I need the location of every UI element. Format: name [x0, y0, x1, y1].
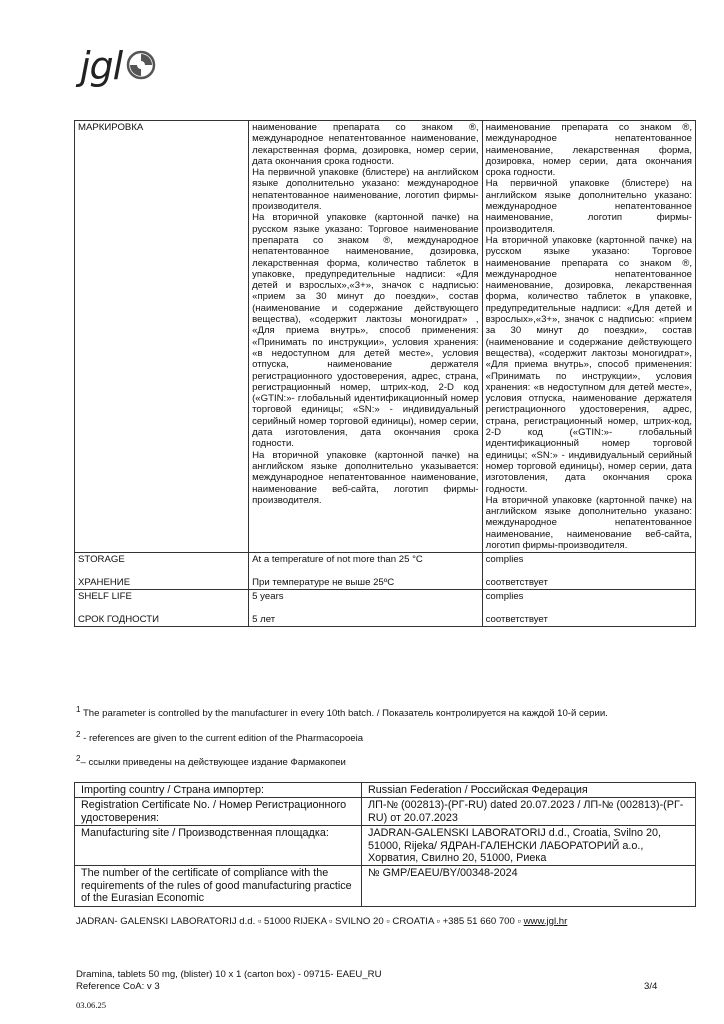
import-info-table [74, 782, 696, 907]
company-logo [80, 44, 156, 88]
info-row [75, 783, 696, 798]
storage-spec-en: At a temperature of not more than 25 °C [252, 554, 423, 566]
gmp-certificate-label: The number of the certificate of compliance with the requirements of the rules of good manufacturing practice of the Eurasian Economic [75, 866, 362, 906]
shelf-life-row [75, 590, 696, 627]
shelf-result-ru: соответствует [485, 613, 548, 625]
company-address [76, 916, 666, 927]
document-title: Dramina, tablets 50 mg, (blister) 10 x 1 (carton box) - 09715- EAEU_RU [76, 969, 382, 980]
info-row [75, 826, 696, 866]
registration-value: ЛП-№ (002813)-(РГ-RU) dated 20.07.2023 / ЛП-№ (002813)-(РГ-RU) от 20.07.2023 [362, 798, 696, 826]
registration-label: Registration Certificate No. / Номер Регистрационного удостоверения: [75, 798, 362, 826]
storage-result-ru: соответствует [485, 576, 548, 588]
gmp-certificate-value: № GMP/EAEU/BY/00348-2024 [362, 866, 696, 906]
marking-result-para: наименование препарата со знаком ®, международное непатентованное наименование, лекарственная форма, дозировка, номер серии, дата окончания срока годности. [485, 122, 692, 179]
storage-label-en: STORAGE [78, 554, 125, 566]
footnote-1: $^1$ The parameter is controlled by the manufacturer in every 10th batch. / Показатель контролируется на каждой 10-й серии. [76, 705, 608, 720]
page-number: 3/4 [644, 981, 658, 992]
marking-result-para: На вторичной упаковке (картонной пачке) на английском языке дополнительно указано: международное непатентованное наименование, наименование веб-сайта, логотип фирмы-производителя. [485, 494, 692, 551]
storage-spec-ru: При температуре не выше 25ºC [252, 576, 395, 588]
address-text: JADRAN- GALENSKI LABORATORIJ d.d. ▫ 51000 RIJEKA ▫ SVILNO 20 ▫ CROATIA ▫ +385 51 660 700 ▫ [76, 916, 524, 927]
shelf-label-ru: СРОК ГОДНОСТИ [78, 613, 159, 625]
importing-country-value: Russian Federation / Российская Федерация [362, 783, 696, 798]
marking-result-para: На первичной упаковке (блистере) на английском языке дополнительно указано: международное непатентованное наименование, логотип фирмы-производителя. [485, 178, 692, 235]
marking-result [482, 121, 695, 553]
footnote-3: $^2$– ссылки приведены на действующее издание Фармакопеи [76, 754, 346, 769]
storage-row [75, 553, 696, 590]
marking-spec-para: На первичной упаковке (блистере) на английском языке дополнительно указано: международное непатентованное наименование, логотип фирмы-производителя. [252, 167, 479, 213]
marking-label: МАРКИРОВКА [75, 121, 249, 553]
storage-label-ru: ХРАНЕНИЕ [78, 576, 131, 588]
logo-text: jgl [80, 44, 123, 88]
footnote-2: $^2$ - references are given to the current edition of the Pharmacopoeia [76, 730, 364, 745]
shelf-label-en: SHELF LIFE [78, 591, 132, 603]
manufacturing-site-label: Manufacturing site / Производственная площадка: [75, 826, 362, 866]
marking-result-para: На вторичной упаковке (картонной пачке) на русском языке указано: Торговое наименование препарата со знаком ®, международное непатентованное наименование, дозировка, лекарственная форма, количество таблеток в упаковке, предупредительные надписи: «Для детей и взрослых»,«3+», значок с надписью: «прием за 30 минут до поездки», состав (наименование и содержание действующего вещества), «содержит лактозы моногидрат», «Для приема внутрь», способ применения: «Принимать по инструкции», условия хранения: «в недоступном для детей месте», условия отпуска, наименование держателя регистрационного удостоверения, адрес, страна, регистрационный номер, штрих-код, 2-D код («GTIN:»- глобальный идентификационный номер торговой единицы; «SN:» - индивидуальный серийный номер торговой единицы), номер серии, дата изготовления, дата окончания срока годности. [485, 234, 692, 495]
reference-coa: Reference CoA: v 3 [76, 981, 160, 992]
document-reference [76, 969, 382, 993]
marking-spec-para: наименование препарата со знаком ®, международное непатентованное наименование, лекарственная форма, дозировка, номер серии, дата окончания срока годности. [252, 122, 479, 167]
shelf-spec-en: 5 years [252, 591, 284, 603]
jgl-swirl-icon [126, 50, 156, 80]
specification-table [74, 120, 696, 627]
shelf-spec-ru: 5 лет [252, 613, 276, 625]
info-row [75, 798, 696, 826]
shelf-result-en: complies [485, 591, 524, 603]
marking-specification [249, 121, 483, 553]
website-link[interactable]: www.jgl.hr [523, 916, 568, 927]
marking-spec-para: На вторичной упаковке (картонной пачке) на русском языке указано: Торговое наименование препарата со знаком ®, международное непатентованное наименование, дозировка, лекарственная форма, количество таблеток в упаковке, предупредительные надписи: «Для детей и взрослых»,«3+», значок с надписью: «прием за 30 минут до поездки», состав (наименование и содержание действующего вещества), «содержит лактозы моногидрат» , «Для приема внутрь», способ применения: «Принимать по инструкции», условия хранения: «в недоступном для детей месте», условия отпуска, наименование держателя регистрационного удостоверения, адрес, страна, регистрационный номер, штрих-код, 2-D код («GTIN:»- глобальный идентификационный номер торговой единицы; «SN:» - индивидуальный серийный номер торговой единицы), номер серии, дата изготовления, дата окончания срока годности. [252, 212, 479, 450]
info-row [75, 866, 696, 906]
marking-spec-para: На вторичной упаковке (картонной пачке) на английском языке дополнительно указывается: международное непатентованное наименование, наименование веб-сайта, логотип фирмы-производителя. [252, 449, 479, 506]
marking-row [75, 121, 696, 553]
manufacturing-site-value: JADRAN-GALENSKI LABORATORIJ d.d., Croatia, Svilno 20, 51000, Rijeka/ ЯДРАН-ГАЛЕНСКИ ЛАБОРАТОРИЙ а.о., Хорватия, Свилно 20, 51000, Риека [362, 826, 696, 866]
importing-country-label: Importing country / Страна импортер: [75, 783, 362, 798]
storage-result-en: complies [485, 554, 524, 566]
print-date: 03.06.25 [76, 1000, 107, 1010]
